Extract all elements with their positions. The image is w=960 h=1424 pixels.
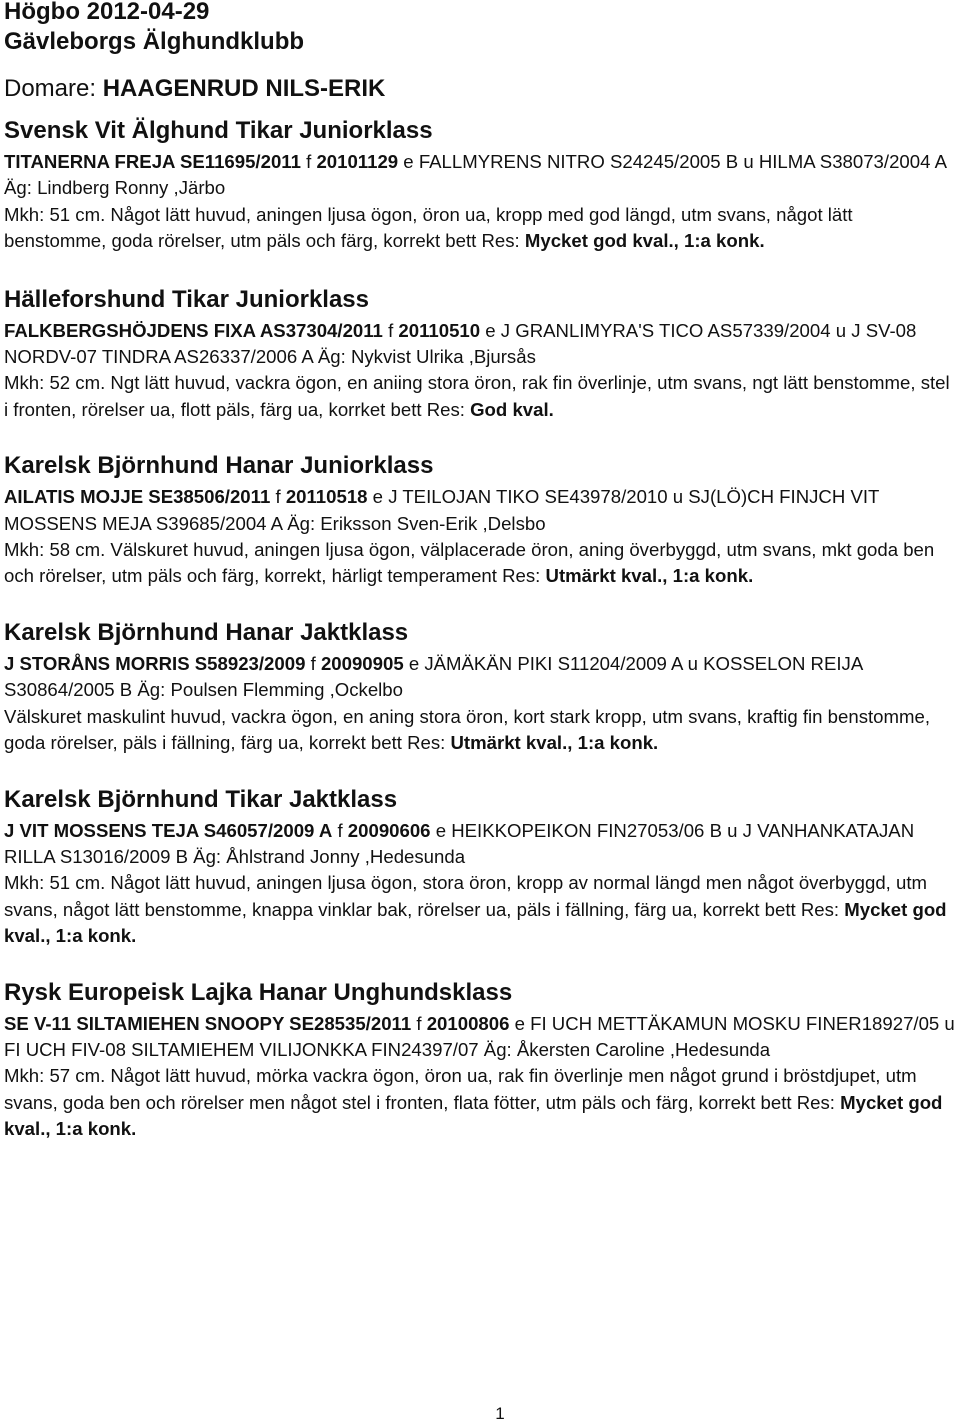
pedigree-owner: e JÄMÄKÄN PIKI S11204/2009 A u KOSSELON REIJA S30864/2005 B Äg: Poulsen Flemming ,Ockelbo: [4, 652, 863, 701]
born-label: f: [305, 652, 321, 674]
class-section: [4, 116, 958, 255]
page-number: 1: [495, 1404, 505, 1423]
critique: Mkh: 51 cm. Något lätt huvud, aningen ljusa ögon, öron ua, kropp med god längd, utm svans, något lätt benstomme, goda rörelser, utm päls och färg, korrekt bett Res:: [4, 203, 853, 252]
document-page: [4, 0, 958, 1143]
dog-name: AILATIS MOJJE SE38506/2011: [4, 486, 271, 508]
born-label: f: [270, 486, 286, 508]
birth-date: 20101129: [316, 151, 399, 172]
birth-date: 20100806: [426, 1012, 510, 1034]
dog-entry: [4, 651, 958, 757]
class-heading: Karelsk Björnhund Tikar Jaktklass: [4, 785, 398, 813]
dog-name: J VIT MOSSENS TEJA S46057/2009 A: [4, 819, 333, 841]
class-heading: Hälleforshund Tikar Juniorklass: [4, 285, 370, 313]
result: God kval.: [470, 398, 554, 420]
pedigree-owner: e FI UCH METTÄKAMUN MOSKU FINER18927/05 u FI UCH FIV-08 SILTAMIEHEM VILIJONKKA FIN24397/07 Äg: Åkersten Caroline ,Hedesunda: [4, 1012, 955, 1060]
dog-entry: [4, 149, 958, 255]
critique: Mkh: 58 cm. Välskuret huvud, aningen ljusa ögon, välplacerade öron, aning överbyggd, utm svans, mkt goda ben och rörelser, utm päls och färg, korrekt, härligt temperament Res:: [4, 539, 935, 587]
result: Mycket god kval., 1:a konk.: [4, 898, 947, 947]
club-name: Gävleborgs Älghundklubb: [4, 28, 305, 55]
pedigree-owner: e FALLMYRENS NITRO S24245/2005 B u HILMA S38073/2004 A Äg: Lindberg Ronny ,Järbo: [4, 151, 946, 199]
dog-entry: [4, 318, 958, 424]
dog-entry: [4, 1011, 958, 1143]
class-heading: Karelsk Björnhund Hanar Jaktklass: [4, 618, 409, 646]
class-section: [4, 451, 958, 590]
judge-name: HAAGENRUD NILS-ERIK: [102, 75, 386, 102]
born-label: f: [332, 819, 348, 841]
class-heading: Karelsk Björnhund Hanar Juniorklass: [4, 452, 434, 480]
dog-name: J STORÅNS MORRIS S58923/2009: [4, 652, 306, 674]
class-section: [4, 618, 958, 757]
birth-date: 20090606: [347, 819, 431, 841]
result: Mycket god kval., 1:a konk.: [524, 230, 765, 252]
born-label: f: [382, 319, 399, 341]
dog-name: FALKBERGSHÖJDENS FIXA AS37304/2011: [4, 319, 383, 341]
judge-label: Domare:: [4, 75, 103, 102]
pedigree-owner: e J GRANLIMYRA'S TICO AS57339/2004 u J SV-08 NORDV-07 TINDRA AS26337/2006 A Äg: Nykvist Ulrika ,Bjursås: [4, 319, 917, 368]
class-section: [4, 978, 958, 1143]
dog-name: TITANERNA FREJA SE11695/2011: [4, 151, 301, 172]
class-heading: Rysk Europeisk Lajka Hanar Unghundsklass: [4, 978, 513, 1006]
class-heading: Svensk Vit Älghund Tikar Juniorklass: [4, 117, 433, 144]
dog-entry: [4, 818, 958, 950]
birth-date: 20110510: [398, 319, 481, 341]
critique: Mkh: 51 cm. Något lätt huvud, aningen ljusa ögon, stora öron, kropp av normal längd men något överbyggd, utm svans, något lätt benstomme, knappa vinklar bak, rörelser ua, päls i fällning, färg ua, korrekt bett Res:: [4, 872, 927, 920]
birth-date: 20110518: [285, 486, 368, 508]
critique: Mkh: 57 cm. Något lätt huvud, mörka vackra ögon, öron ua, rak fin överlinje men något grund i bröstdjupet, utm svans, goda ben och rörelser men något stel i fronten, flata fötter, utm päls och färg, korrekt bett Res:: [4, 1065, 917, 1113]
class-section: [4, 285, 958, 424]
dog-name: SE V-11 SILTAMIEHEN SNOOPY SE28535/2011: [4, 1012, 412, 1034]
pedigree-owner: e J TEILOJAN TIKO SE43978/2010 u SJ(LÖ)CH FINJCH VIT MOSSENS MEJA S39685/2004 A Äg: Eriksson Sven-Erik ,Delsbo: [4, 486, 880, 534]
result: Utmärkt kval., 1:a konk.: [450, 732, 659, 754]
critique: Mkh: 52 cm. Ngt lätt huvud, vackra ögon, en aniing stora öron, rak fin överlinje, utm svans, ngt lätt benstomme, stel i fronten, rörelser ua, flott päls, färg ua, korrket bett Res:: [4, 372, 950, 420]
born-label: f: [300, 151, 317, 172]
critique: Välskuret maskulint huvud, vackra ögon, en aning stora öron, kort stark kropp, utm svans, kraftig fin benstomme, goda rörelser, päls i fällning, färg ua, korrekt bett Res:: [4, 705, 930, 754]
pedigree-owner: e HEIKKOPEIKON FIN27053/06 B u J VANHANKATAJAN RILLA S13016/2009 B Äg: Åhlstrand Jonny ,Hedesunda: [4, 819, 915, 867]
class-section: [4, 785, 958, 950]
result: Mycket god kval., 1:a konk.: [4, 1091, 943, 1140]
birth-date: 20090905: [320, 652, 404, 674]
born-label: f: [411, 1012, 427, 1034]
result: Utmärkt kval., 1:a konk.: [545, 565, 754, 587]
dog-entry: [4, 484, 958, 590]
show-date-location: Högbo 2012-04-29: [4, 0, 210, 25]
judge-line: [4, 74, 958, 104]
